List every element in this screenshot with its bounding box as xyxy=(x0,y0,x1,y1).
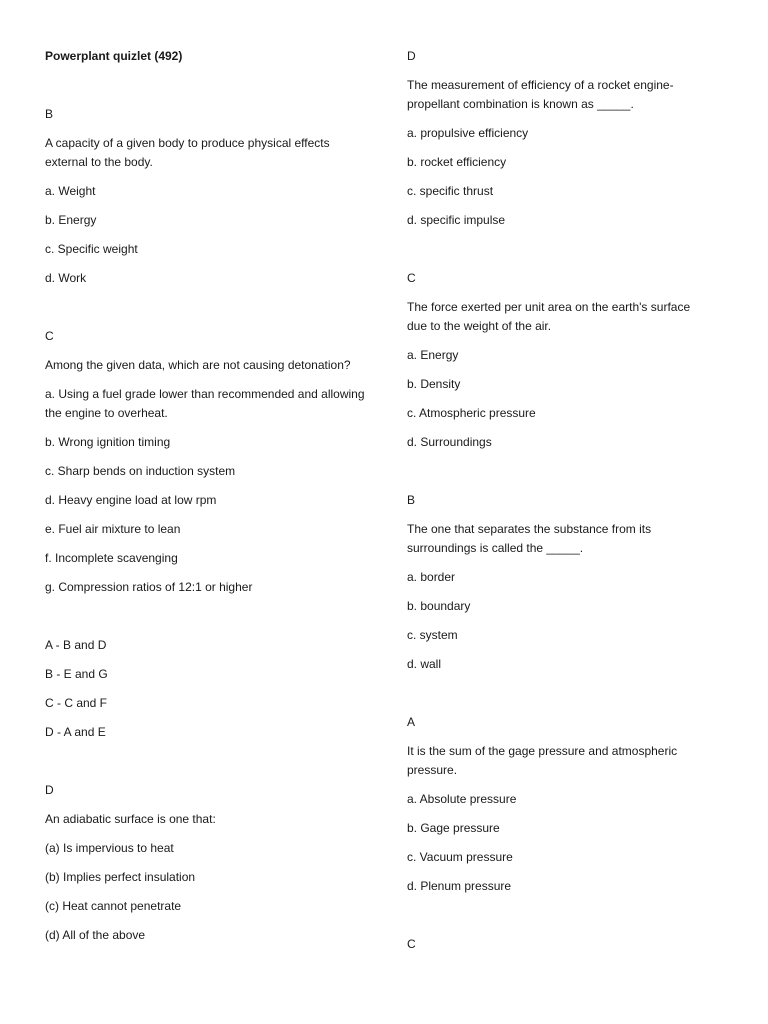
choice: D - A and E xyxy=(45,725,106,739)
answer-key: A xyxy=(407,715,416,729)
option: c. Specific weight xyxy=(45,242,138,256)
question-text: A capacity of a given body to produce physical effects external to the body. xyxy=(45,136,330,169)
option: a. Weight xyxy=(45,184,96,198)
option: d. Work xyxy=(45,271,87,285)
option: (c) Heat cannot penetrate xyxy=(45,899,182,913)
answer-key: C xyxy=(407,937,416,951)
question-text: An adiabatic surface is one that: xyxy=(45,812,216,826)
question-text: Among the given data, which are not causing detonation? xyxy=(45,358,351,372)
option: b. Gage pressure xyxy=(407,821,500,835)
option: f. Incomplete scavenging xyxy=(45,551,178,565)
question-text: The one that separates the substance from its surroundings is called the _____. xyxy=(407,522,652,555)
question-text: The measurement of efficiency of a rocket engine-propellant combination is known as _____. xyxy=(407,78,674,111)
question-block-7 xyxy=(407,713,707,896)
option: c. Vacuum pressure xyxy=(407,850,513,864)
choice: A - B and D xyxy=(45,638,107,652)
question-text: It is the sum of the gage pressure and atmospheric pressure. xyxy=(407,744,678,777)
question-block-3 xyxy=(45,781,365,945)
option: b. Energy xyxy=(45,213,97,227)
question-block-6 xyxy=(407,491,707,674)
document-title: Powerplant quizlet (492) xyxy=(45,49,183,63)
option: a. Absolute pressure xyxy=(407,792,517,806)
answer-key: D xyxy=(45,783,54,797)
option: c. specific thrust xyxy=(407,184,494,198)
option: d. Plenum pressure xyxy=(407,879,512,893)
question-text: The force exerted per unit area on the earth's surface due to the weight of the air. xyxy=(407,300,691,333)
option: d. Surroundings xyxy=(407,435,492,449)
question-block-1 xyxy=(45,105,365,288)
right-column xyxy=(407,47,707,964)
answer-key: C xyxy=(45,329,54,343)
option: g. Compression ratios of 12:1 or higher xyxy=(45,580,253,594)
option: a. border xyxy=(407,570,456,584)
answer-key: D xyxy=(407,49,416,63)
question-block-5 xyxy=(407,269,707,452)
option: c. Sharp bends on induction system xyxy=(45,464,236,478)
question-block-8 xyxy=(407,935,707,954)
option: a. propulsive efficiency xyxy=(407,126,529,140)
question-block-2 xyxy=(45,327,365,597)
answer-key: B xyxy=(407,493,416,507)
option: (b) Implies perfect insulation xyxy=(45,870,196,884)
option: b. Wrong ignition timing xyxy=(45,435,171,449)
choice: B - E and G xyxy=(45,667,108,681)
choice-block-2 xyxy=(45,636,365,742)
answer-key: C xyxy=(407,271,416,285)
left-column xyxy=(45,47,365,945)
option: d. specific impulse xyxy=(407,213,506,227)
option: (d) All of the above xyxy=(45,928,146,942)
option: b. rocket efficiency xyxy=(407,155,507,169)
choice: C - C and F xyxy=(45,696,108,710)
option: b. boundary xyxy=(407,599,471,613)
option: (a) Is impervious to heat xyxy=(45,841,174,855)
option: a. Using a fuel grade lower than recommended and allowing the engine to overheat. xyxy=(45,387,365,420)
option: d. Heavy engine load at low rpm xyxy=(45,493,217,507)
option: b. Density xyxy=(407,377,461,391)
question-block-4 xyxy=(407,47,707,230)
option: c. system xyxy=(407,628,458,642)
option: c. Atmospheric pressure xyxy=(407,406,536,420)
option: d. wall xyxy=(407,657,442,671)
answer-key: B xyxy=(45,107,54,121)
option: a. Energy xyxy=(407,348,459,362)
option: e. Fuel air mixture to lean xyxy=(45,522,181,536)
